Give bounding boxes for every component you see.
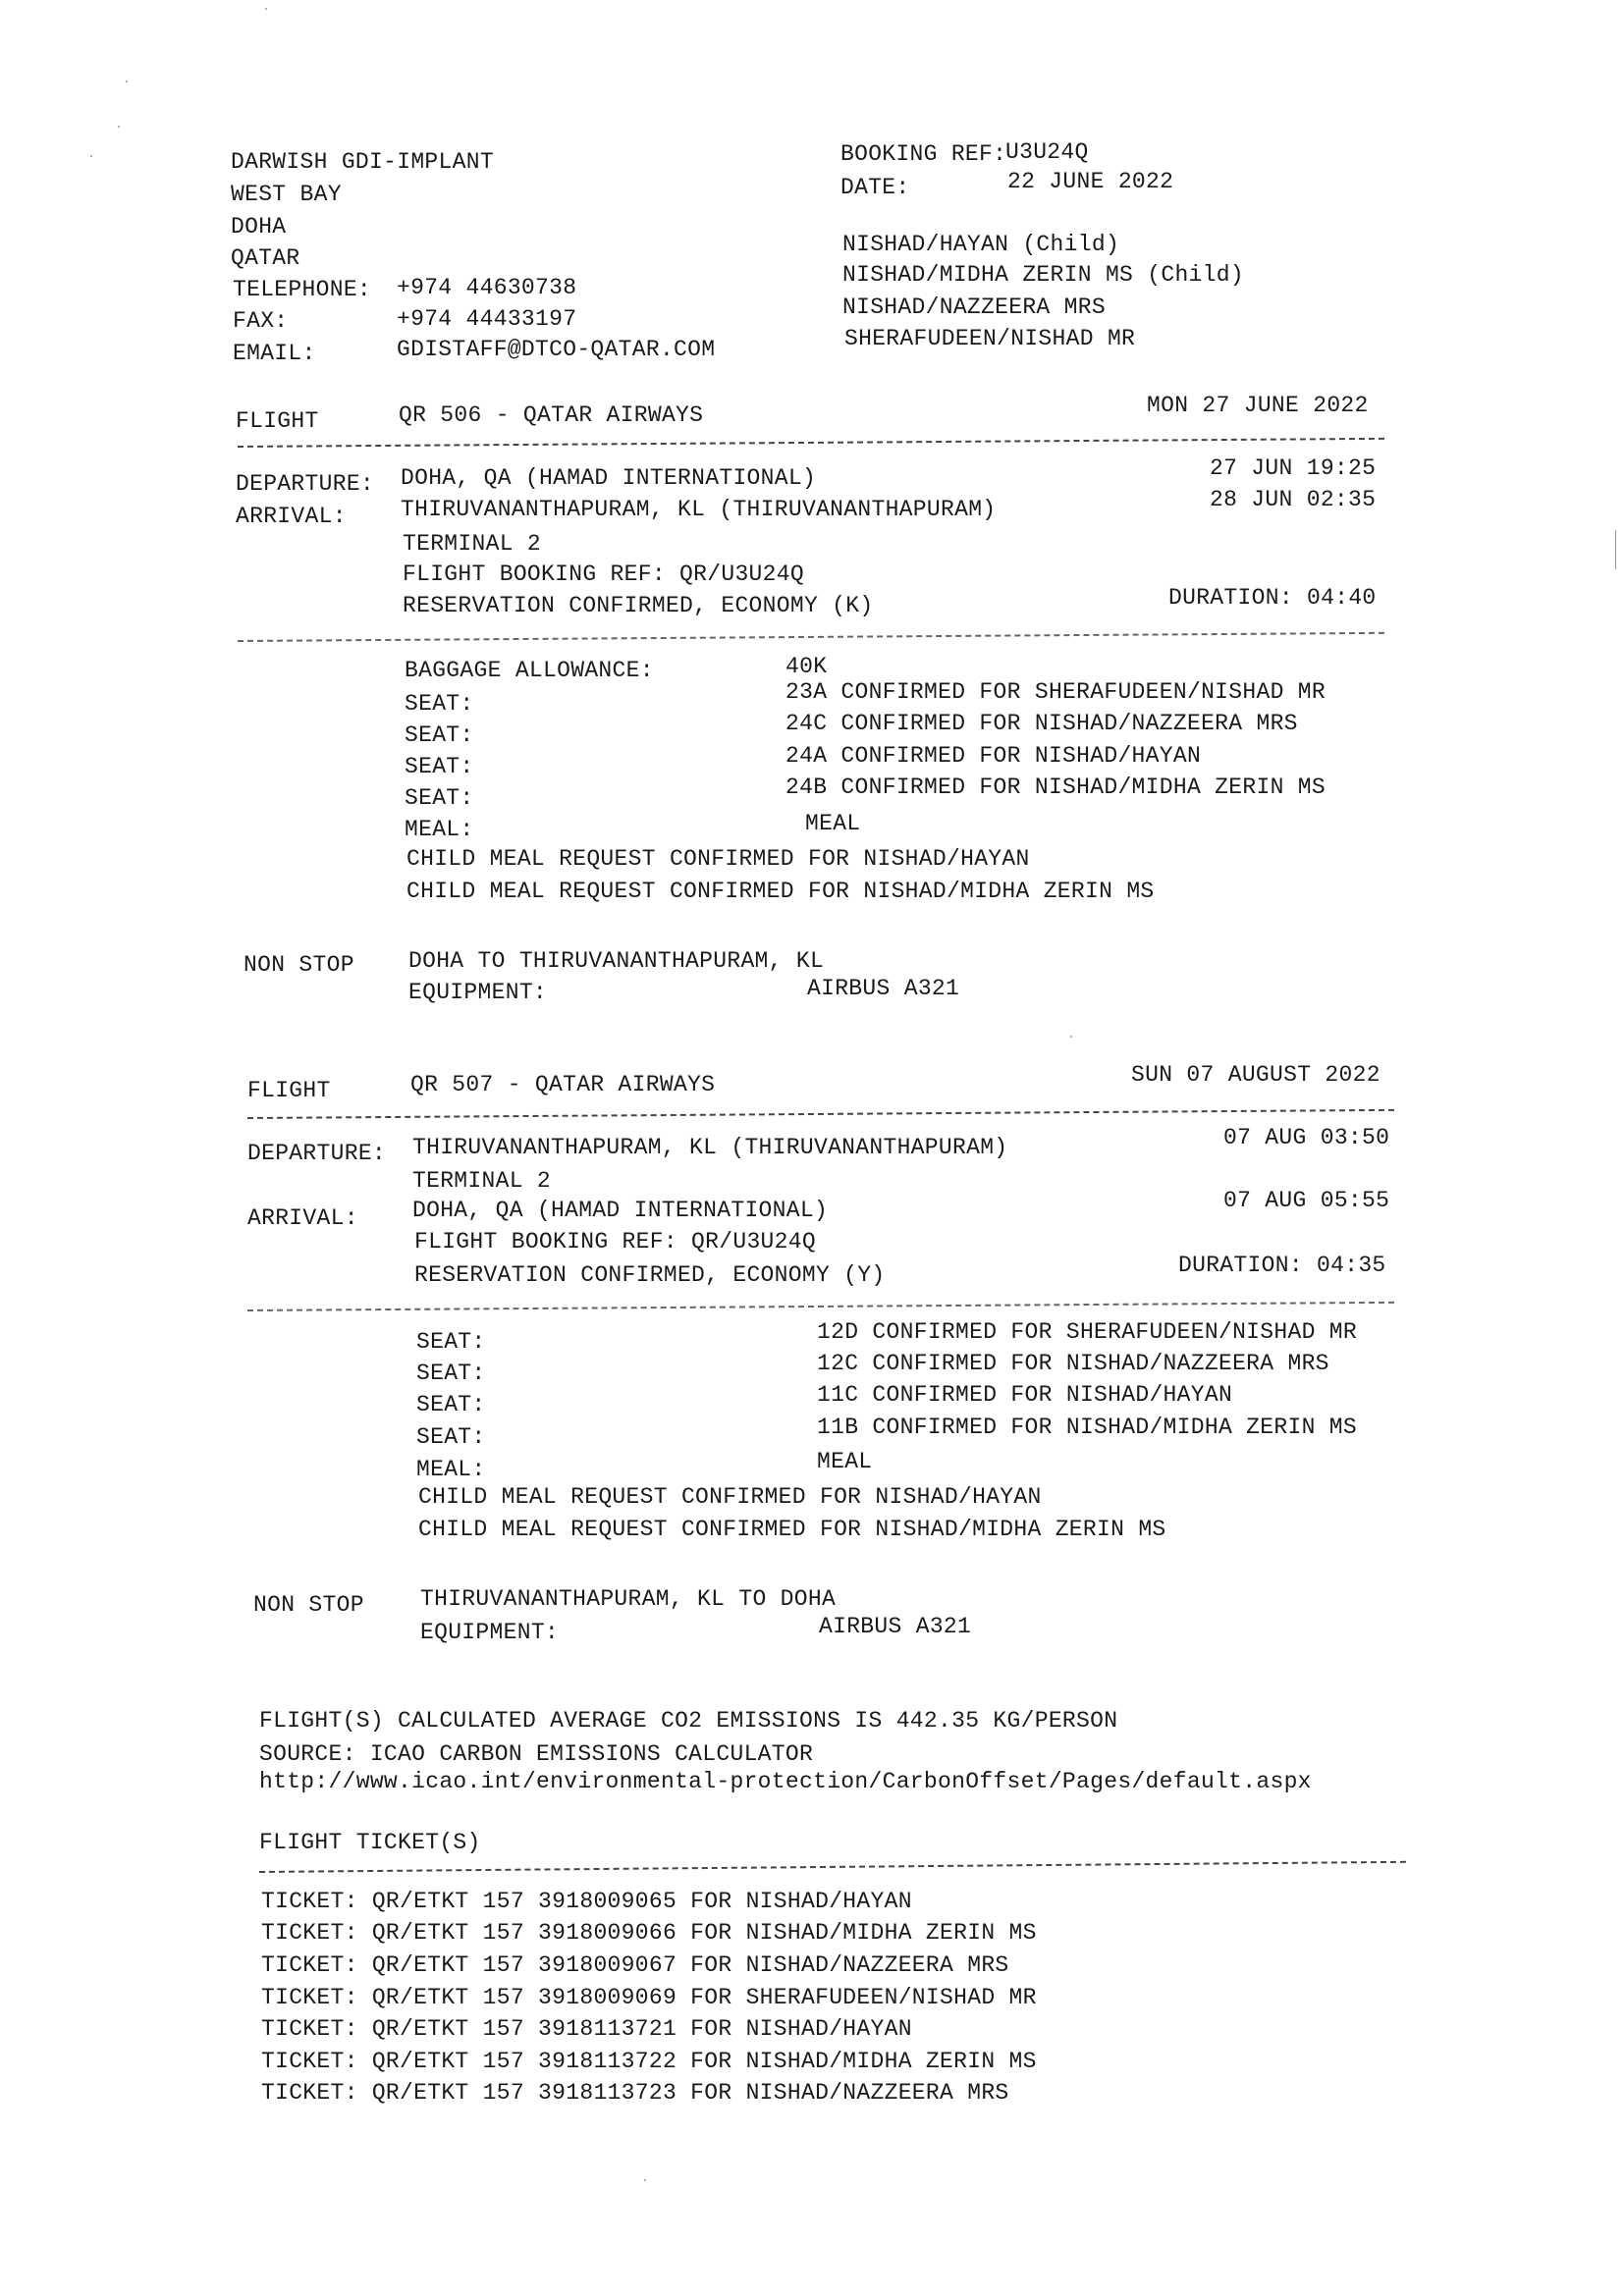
booking-ref-label: BOOKING REF:: [840, 141, 1007, 167]
scan-speck: [1615, 530, 1616, 569]
flight-title: QR 506 - QATAR AIRWAYS: [399, 402, 704, 428]
seat-assignment: 23A CONFIRMED FOR SHERAFUDEEN/NISHAD MR: [785, 679, 1326, 705]
equipment-value: AIRBUS A321: [807, 976, 960, 1001]
flight-date: SUN 07 AUGUST 2022: [1131, 1062, 1380, 1088]
tickets-heading: FLIGHT TICKET(S): [259, 1830, 481, 1855]
fax-label: FAX:: [233, 308, 289, 334]
departure-time: 27 JUN 19:25: [1210, 455, 1377, 481]
seat-label: SEAT:: [405, 754, 474, 779]
flight-title: QR 507 - QATAR AIRWAYS: [410, 1072, 716, 1097]
section-divider: [247, 1109, 1394, 1119]
co2-emissions: FLIGHT(S) CALCULATED AVERAGE CO2 EMISSIONS IS 442.35 KG/PERSON: [259, 1708, 1118, 1734]
flight-date: MON 27 JUNE 2022: [1147, 393, 1369, 418]
seat-assignment: 12C CONFIRMED FOR NISHAD/NAZZEERA MRS: [817, 1351, 1329, 1376]
scan-speck: [126, 80, 128, 82]
email-label: EMAIL:: [233, 341, 316, 366]
passenger-name: NISHAD/NAZZEERA MRS: [842, 294, 1106, 320]
meal-label: MEAL:: [405, 817, 474, 842]
emissions-source: SOURCE: ICAO CARBON EMISSIONS CALCULATOR: [259, 1741, 814, 1767]
seat-assignment: 12D CONFIRMED FOR SHERAFUDEEN/NISHAD MR: [817, 1319, 1357, 1345]
seat-label: SEAT:: [416, 1392, 486, 1417]
seat-assignment: 11B CONFIRMED FOR NISHAD/MIDHA ZERIN MS: [817, 1415, 1357, 1440]
arrival-airport: DOHA, QA (HAMAD INTERNATIONAL): [412, 1198, 829, 1223]
ticket-line: TICKET: QR/ETKT 157 3918009065 FOR NISHAD/HAYAN: [261, 1889, 912, 1914]
meal-label: MEAL:: [416, 1457, 486, 1482]
meal-request: CHILD MEAL REQUEST CONFIRMED FOR NISHAD/HAYAN: [418, 1484, 1042, 1510]
scan-speck: [265, 8, 267, 10]
arrival-airport: THIRUVANANTHAPURAM, KL (THIRUVANANTHAPURAM): [401, 497, 997, 522]
passenger-name: SHERAFUDEEN/NISHAD MR: [844, 326, 1136, 351]
fax-value: +974 44433197: [397, 306, 577, 332]
terminal: TERMINAL 2: [412, 1168, 552, 1194]
equipment-value: AIRBUS A321: [819, 1614, 972, 1639]
seat-label: SEAT:: [416, 1361, 486, 1386]
ticket-line: TICKET: QR/ETKT 157 3918113722 FOR NISHAD/MIDHA ZERIN MS: [261, 2049, 1037, 2074]
seat-label: SEAT:: [405, 785, 474, 811]
meal-value: MEAL: [817, 1449, 873, 1474]
route: DOHA TO THIRUVANANTHAPURAM, KL: [408, 948, 825, 974]
ticket-line: TICKET: QR/ETKT 157 3918113723 FOR NISHAD/NAZZEERA MRS: [261, 2080, 1009, 2106]
email-value: GDISTAFF@DTCO-QATAR.COM: [397, 337, 716, 362]
emissions-url[interactable]: http://www.icao.int/environmental-protection/CarbonOffset/Pages/default.aspx: [259, 1769, 1312, 1794]
booking-ref-value: U3U24Q: [1005, 139, 1089, 165]
departure-label: DEPARTURE:: [236, 471, 375, 497]
scan-speck: [644, 2179, 646, 2181]
flight-booking-ref: FLIGHT BOOKING REF: QR/U3U24Q: [414, 1229, 816, 1255]
seat-assignment: 24B CONFIRMED FOR NISHAD/MIDHA ZERIN MS: [785, 774, 1326, 800]
section-divider: [247, 1302, 1394, 1311]
ticket-line: TICKET: QR/ETKT 157 3918009066 FOR NISHAD/MIDHA ZERIN MS: [261, 1920, 1037, 1946]
seat-assignment: 24A CONFIRMED FOR NISHAD/HAYAN: [785, 743, 1202, 769]
reservation-status: RESERVATION CONFIRMED, ECONOMY (K): [403, 593, 874, 618]
agency-address-line: WEST BAY: [231, 182, 342, 207]
seat-assignment: 24C CONFIRMED FOR NISHAD/NAZZEERA MRS: [785, 711, 1298, 736]
baggage-value: 40K: [785, 654, 828, 679]
departure-airport: THIRUVANANTHAPURAM, KL (THIRUVANANTHAPURAM): [412, 1135, 1008, 1160]
seat-label: SEAT:: [405, 722, 474, 748]
seat-label: SEAT:: [405, 691, 474, 717]
agency-address-line: QATAR: [231, 245, 300, 271]
scan-speck: [90, 155, 92, 157]
meal-value: MEAL: [805, 811, 861, 836]
passenger-name: NISHAD/HAYAN (Child): [842, 232, 1120, 257]
scan-speck: [118, 126, 120, 128]
arrival-label: ARRIVAL:: [236, 504, 347, 529]
telephone-value: +974 44630738: [397, 275, 577, 300]
agency-address-line: DOHA: [231, 214, 287, 240]
reservation-status: RESERVATION CONFIRMED, ECONOMY (Y): [414, 1262, 886, 1288]
route: THIRUVANANTHAPURAM, KL TO DOHA: [420, 1586, 837, 1612]
equipment-label: EQUIPMENT:: [420, 1620, 560, 1645]
meal-request: CHILD MEAL REQUEST CONFIRMED FOR NISHAD/MIDHA ZERIN MS: [418, 1517, 1166, 1542]
non-stop-label: NON STOP: [253, 1592, 364, 1618]
terminal: TERMINAL 2: [403, 531, 542, 557]
section-divider: [238, 632, 1384, 642]
section-divider: [238, 438, 1384, 448]
section-divider: [259, 1861, 1406, 1873]
agency-name: DARWISH GDI-IMPLANT: [231, 149, 494, 175]
ticket-line: TICKET: QR/ETKT 157 3918113721 FOR NISHAD/HAYAN: [261, 2016, 912, 2042]
flight-label: FLIGHT: [236, 408, 319, 434]
arrival-time: 28 JUN 02:35: [1210, 487, 1377, 512]
departure-label: DEPARTURE:: [247, 1141, 387, 1166]
seat-assignment: 11C CONFIRMED FOR NISHAD/HAYAN: [817, 1382, 1233, 1408]
telephone-label: TELEPHONE:: [233, 277, 372, 302]
passenger-name: NISHAD/MIDHA ZERIN MS (Child): [842, 262, 1244, 288]
seat-label: SEAT:: [416, 1329, 486, 1355]
baggage-label: BAGGAGE ALLOWANCE:: [405, 658, 654, 683]
meal-request: CHILD MEAL REQUEST CONFIRMED FOR NISHAD/MIDHA ZERIN MS: [406, 879, 1155, 904]
arrival-time: 07 AUG 05:55: [1223, 1188, 1390, 1213]
departure-time: 07 AUG 03:50: [1223, 1125, 1390, 1150]
seat-label: SEAT:: [416, 1424, 486, 1450]
departure-airport: DOHA, QA (HAMAD INTERNATIONAL): [401, 465, 817, 491]
flight-duration: DURATION: 04:35: [1178, 1253, 1386, 1278]
booking-date-value: 22 JUNE 2022: [1007, 169, 1174, 194]
flight-label: FLIGHT: [247, 1078, 331, 1103]
non-stop-label: NON STOP: [244, 952, 354, 978]
flight-booking-ref: FLIGHT BOOKING REF: QR/U3U24Q: [403, 561, 804, 587]
flight-duration: DURATION: 04:40: [1168, 585, 1377, 611]
arrival-label: ARRIVAL:: [247, 1205, 358, 1231]
ticket-line: TICKET: QR/ETKT 157 3918009069 FOR SHERAFUDEEN/NISHAD MR: [261, 1985, 1037, 2010]
meal-request: CHILD MEAL REQUEST CONFIRMED FOR NISHAD/HAYAN: [406, 846, 1030, 872]
equipment-label: EQUIPMENT:: [408, 980, 548, 1005]
ticket-line: TICKET: QR/ETKT 157 3918009067 FOR NISHAD/NAZZEERA MRS: [261, 1952, 1009, 1978]
booking-date-label: DATE:: [840, 175, 910, 200]
scan-speck: [1070, 1036, 1072, 1038]
